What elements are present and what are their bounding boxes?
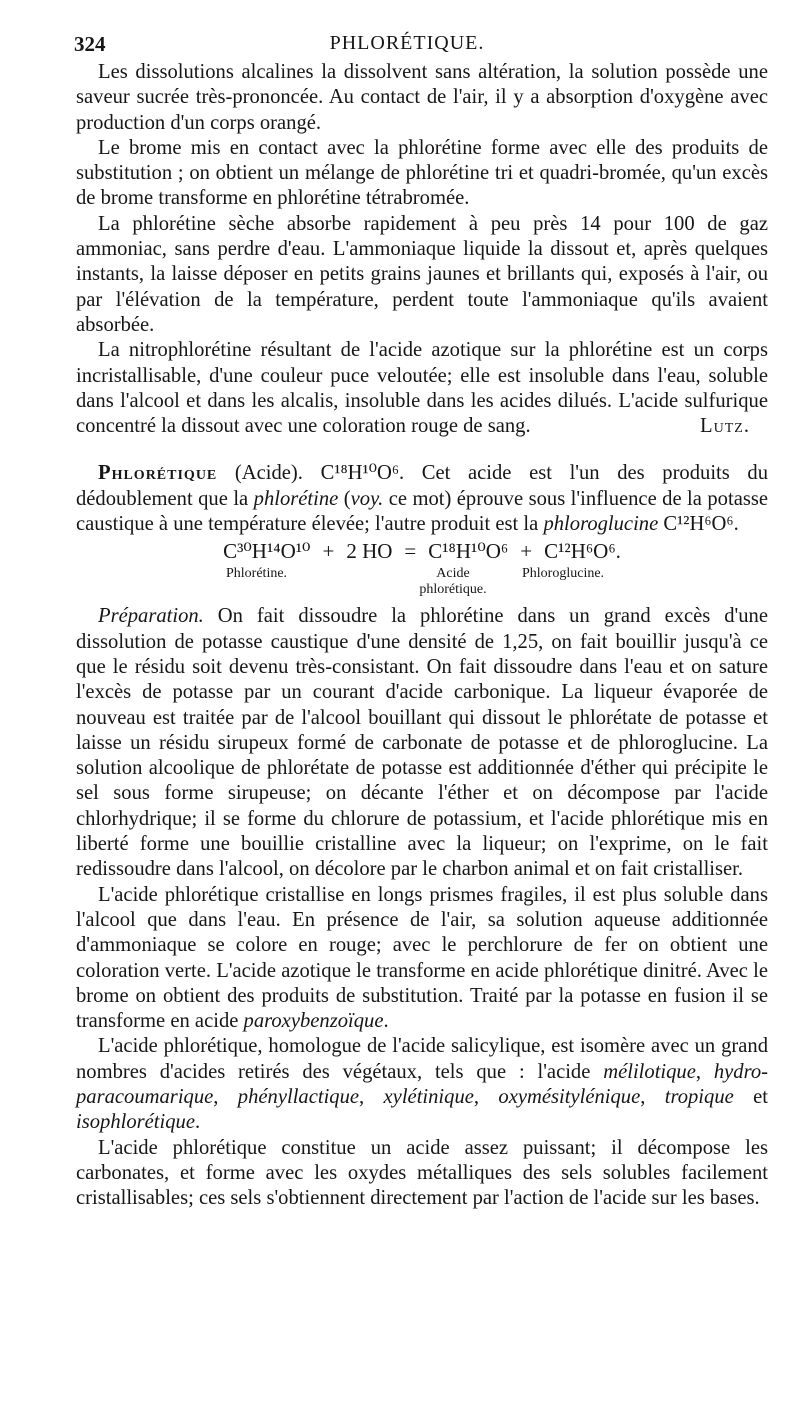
term-hydro-paracoumarique: hydro-paracoumarique [76,1060,768,1108]
properties-text: L'acide phlorétique cristallise en longs prismes fragiles, il est plus soluble dans l'alcool que dans l'eau. En présence de l'air, sa solution aqueuse additionnée d'ammoniaque se colore en rouge; avec le perchlorure de fer on obtient une coloration verte. L'acide azotique le transforme en acide phlorétique dinitré. Avec le brome on obtient des produits de substitution. Traité par la potasse en fusion il se transforme en acide [76,883,768,1033]
term-isophloretique: isophlorétique [76,1111,195,1134]
homologue-conj: et [753,1085,769,1108]
term-phenyllactique: phényllactique [237,1085,360,1108]
author-signature: Lutz. [700,415,750,438]
preparation-label: Préparation. [98,605,204,628]
eq-term-1: C³⁰H¹⁴O¹⁰ [223,539,311,564]
paragraph-bromine: Le brome mis en contact avec la phlorétine forme avec elle des produits de substitution ; on obtient un mélange de phlorétine tri et quadri-bromée, qu'un excès de brome transforme en phlorétine tétrabromée. [76,136,768,210]
paragraph-preparation [76,604,768,882]
homologue-text: L'acide phlorétique, homologue de l'acide salicylique, est isomère avec un grand nombres d'acides retirés des végétaux, tels que : l'acide [76,1035,768,1083]
reaction-equation [76,539,768,564]
homologue-end: . [194,1111,201,1134]
intro-text-1: Cet acide est l'un des produits du dédoublement que la [76,462,768,510]
preparation-text: On fait dissoudre la phlorétine dans un grand excès d'une dissolution de potasse caustique d'une densité de 1,25, on fait bouillir jusqu'à ce que le résidu soit devenu très-consistant. On fait dissoudre dans l'eau et on sature l'excès de potasse par un courant d'acide carbonique. La liqueur évaporée de nouveau est traitée par de l'alcool bouillant qui dissout le phlorétate de potasse et laisse un résidu sirupeux formé de carbonate de potasse et de phloroglucine. La solution alcoolique de phlorétate de potasse est additionnée d'éther qui précipite le sel sous forme sirupeuse; on décante l'éther et on décompose par l'acide chlorhydrique; il se forme du chlorure de potassium, et l'acide phlorétique mis en liberté forme une bouillie cristalline avec la liqueur; on l'exprime, on le fait redissoudre dans l'alcool, on décolore par le charbon animal et on fait cristalliser. [76,605,768,881]
term-melilotique: mélilotique [603,1060,696,1083]
equation-labels [76,564,768,604]
formula-2: C¹²H⁶O⁶. [663,513,739,536]
article-intro [76,461,768,537]
ref-open: ( [343,487,351,510]
term-phloroglucine: phloroglucine [543,513,659,536]
formula: C¹⁸H¹⁰O⁶. [320,462,405,485]
eq-label-phloretique: phlorétique. [419,582,487,598]
eq-term-3: C¹⁸H¹⁰O⁶ [428,539,509,564]
headword-qualifier: (Acide). [234,462,303,485]
term-xyletinique: xylétinique [383,1085,474,1108]
eq-label-acide: Acide [436,566,470,582]
term-oxymesitylenique: oxymésitylénique [498,1085,641,1108]
term-tropique: tropique [664,1085,734,1108]
eq-op-plus-2: + [520,539,533,564]
paragraph-nitrophloretine [76,338,768,439]
intro-text-2: ce mot) éprouve sous l'influence de la potasse caustique à une température élevée; l'autre produit est la [76,487,769,536]
eq-label-phloretine: Phlorétine. [226,566,288,582]
page-number: 324 [74,32,106,56]
page-header [74,32,740,56]
paragraph-alkaline: Les dissolutions alcalines la dissolvent sans altération, la solution possède une saveur sucrée très-prononcée. Au contact de l'air, il y a absorption d'oxygène avec production d'un corps orangé. [76,61,768,134]
eq-op-plus-1: + [322,539,335,564]
article-headword: Phlorétique [98,462,218,485]
term-phloretine: phlorétine [253,487,339,510]
paragraph-acidity: L'acide phlorétique constitue un acide assez puissant; il décompose les carbonates, et forme avec les oxydes métalliques des sels solubles facilement cristallisables; ces sels s'obtiennent directement par l'action de l'acide sur les bases. [76,1136,768,1210]
eq-op-equals: = [404,539,417,564]
term-paroxybenzoique: paroxybenzoïque [243,1010,384,1033]
ref-voy: voy. [350,487,384,510]
properties-end: . [383,1010,389,1033]
paragraph-ammonia: La phlorétine sèche absorbe rapidement à peu près 14 pour 100 de gaz ammoniac, sans perdre d'eau. L'ammoniaque liquide la dissout et, après quelques instants, la laisse déposer en petits grains jaunes et brillants qui, exposés à l'air, ou par l'élévation de la température, perdent toute l'ammoniaque qu'ils avaient absorbée. [76,212,768,336]
eq-term-2: 2 HO [346,539,393,564]
running-title: PHLORÉTIQUE. [329,32,485,54]
page-body [76,60,768,1211]
eq-label-phloroglucine: Phloroglucine. [522,566,605,582]
paragraph-homologue: L'acide phlorétique, homologue de l'acide salicylique, est isomère avec un grand nombres d'acides retirés des végétaux, tels que : l'acide mélilotique, hydro-paracoumarique, phényllactique, xylétinique, oxymésitylénique, tropique et isophlorétique. [76,1035,769,1134]
nitro-text: La nitrophlorétine résultant de l'acide azotique sur la phlorétine est un corps incristallisable, d'une couleur puce veloutée; elle est insoluble dans l'eau, soluble dans l'alcool et dans les alcalis, insoluble dans les acides dilués. L'acide sulfurique concentré la dissout avec une coloration rouge de sang. [76,339,768,438]
paragraph-properties [76,883,768,1035]
section-gap [76,439,768,461]
eq-term-4: C¹²H⁶O⁶. [544,539,621,564]
